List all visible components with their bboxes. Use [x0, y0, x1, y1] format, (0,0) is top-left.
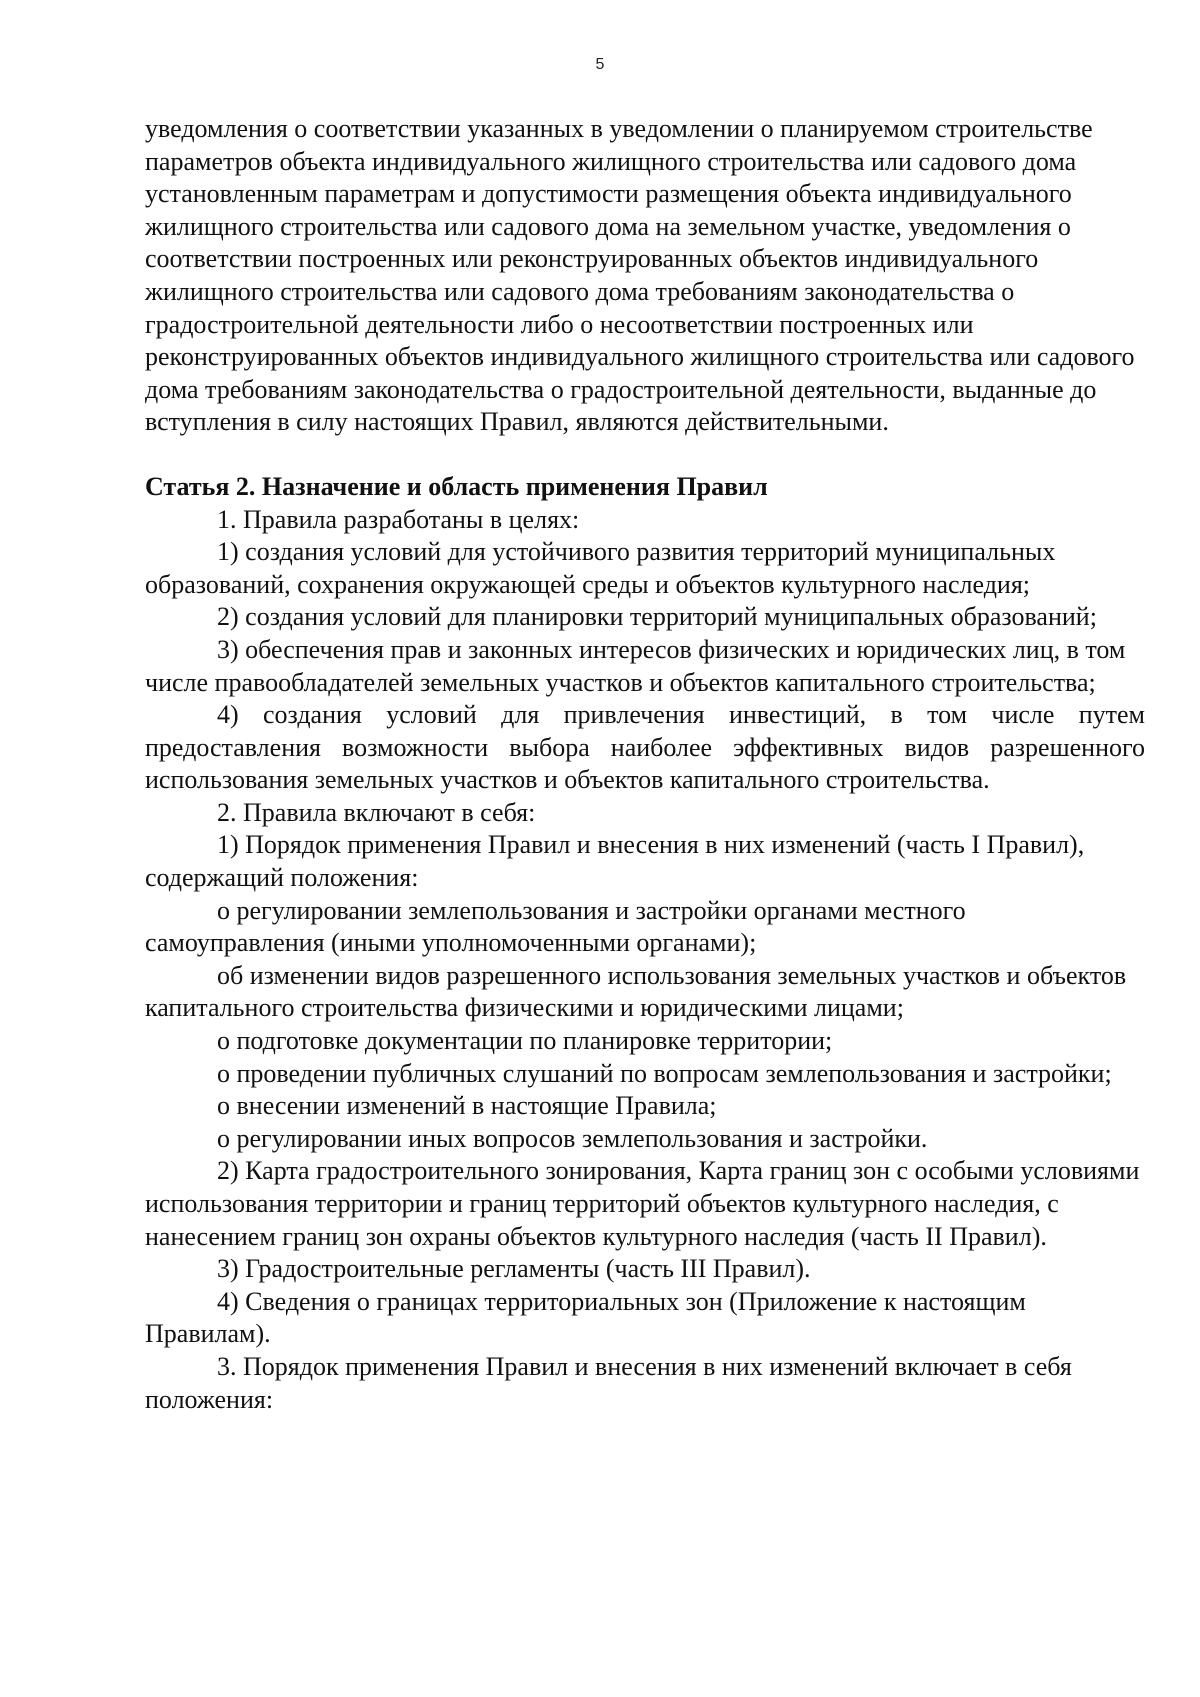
- paragraph-include-1: 1) Порядок применения Правил и внесения в них изменений (часть I Правил), содержащий положения:: [145, 830, 1085, 893]
- paragraph-goal-1: 1) создания условий для устойчивого развития территорий муниципальных образований, сохранения окружающей среды и объектов культурного наследия;: [145, 537, 1056, 599]
- paragraph-include-3: 3) Градостроительные регламенты (часть III Правил).: [217, 1254, 811, 1284]
- paragraph-provision-1: о регулировании землепользования и застройки органами местного самоуправления (иными уполномоченными органами);: [145, 895, 966, 958]
- paragraph-goals-intro: 1. Правила разработаны в целях:: [217, 504, 580, 534]
- paragraph-provision-4: о проведении публичных слушаний по вопросам землепользования и застройки;: [217, 1058, 1112, 1088]
- paragraph-procedure: 3. Порядок применения Правил и внесения в них изменений включает в себя положения:: [145, 1351, 1072, 1414]
- paragraph-provision-6: о регулировании иных вопросов землепользования и застройки.: [217, 1123, 928, 1153]
- paragraph-provision-3: о подготовке документации по планировке территории;: [217, 1026, 833, 1056]
- paragraph-include-2: 2) Карта градостроительного зонирования, Карта границ зон с особыми условиями использования территории и границ территорий объектов культурного наследия, с нанесением границ зон охраны объектов культурного наследия (часть II Правил).: [145, 1156, 1140, 1251]
- paragraph-include-4: 4) Сведения о границах территориальных зон (Приложение к настоящим Правилам).: [145, 1286, 1026, 1349]
- paragraph-includes-intro: 2. Правила включают в себя:: [217, 797, 536, 827]
- paragraph-goal-4: 4) создания условий для привлечения инвестиций, в том числе путем предоставления возможности выбора наиболее эффективных видов разрешенного использования земельных участков и объектов капитального строительства.: [145, 700, 1145, 795]
- document-body: [145, 113, 1145, 1416]
- paragraph-goal-2: 2) создания условий для планировки территорий муниципальных образований;: [217, 602, 1097, 632]
- page-number: 5: [595, 56, 605, 73]
- paragraph-provision-5: о внесении изменений в настоящие Правила;: [217, 1091, 717, 1121]
- intro-paragraph: уведомления о соответствии указанных в уведомлении о планируемом строительстве параметров объекта индивидуального жилищного строительства или садового дома установленным параметрам и допустимости размещения объекта индивидуального жилищного строительства или садового дома на земельном участке, уведомления о соответствии построенных или реконструированных объектов индивидуального жилищного строительства или садового дома требованиям законодательства о градостроительной деятельности либо о несоответствии построенных или реконструированных объектов индивидуального жилищного строительства или садового дома требованиям законодательства о градостроительной деятельности, выданные до вступления в силу настоящих Правил, являются действительными.: [145, 114, 1135, 437]
- paragraph-goal-3: 3) обеспечения прав и законных интересов физических и юридических лиц, в том числе правообладателей земельных участков и объектов капитального строительства;: [145, 634, 1126, 697]
- article-heading: Статья 2. Назначение и область применения Правил: [145, 471, 768, 501]
- paragraph-provision-2: об изменении видов разрешенного использования земельных участков и объектов капитального строительства физическими и юридическими лицами;: [145, 960, 1127, 1023]
